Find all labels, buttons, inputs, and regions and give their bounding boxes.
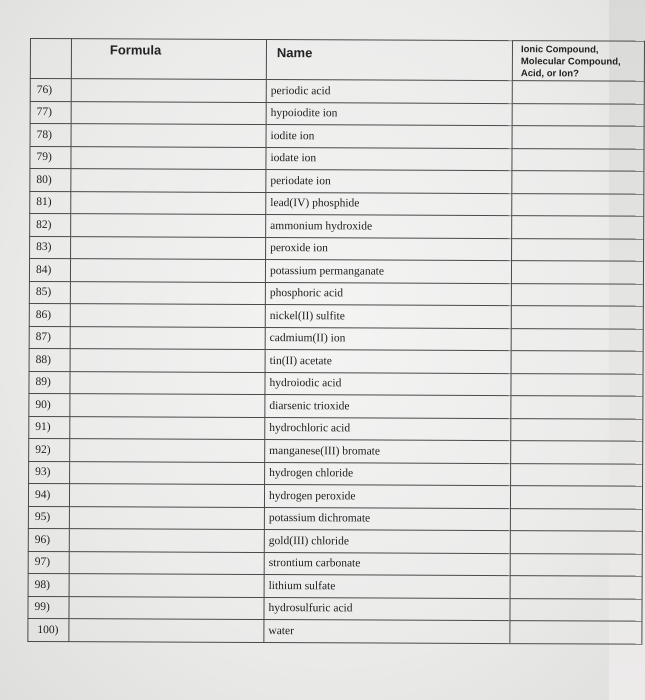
compound-name-cell: potassium permanganate [265, 260, 511, 284]
table-row [30, 79, 644, 104]
type-answer-cell[interactable] [511, 396, 643, 419]
formula-answer-cell[interactable] [69, 484, 264, 507]
compound-name-cell: lead(IV) phosphide [266, 192, 512, 216]
formula-answer-cell[interactable] [69, 551, 264, 574]
compound-name-cell: cadmium(II) ion [265, 327, 511, 351]
type-answer-cell[interactable] [512, 193, 644, 216]
formula-answer-cell[interactable] [69, 619, 264, 642]
question-number: 87) [29, 326, 70, 349]
table-row [29, 371, 643, 396]
type-answer-cell[interactable] [511, 328, 643, 351]
formula-answer-cell[interactable] [71, 214, 266, 237]
question-number: 99) [28, 596, 69, 619]
type-answer-cell[interactable] [511, 261, 643, 284]
compound-name-cell: ammonium hydroxide [266, 215, 512, 239]
question-number: 78) [30, 124, 71, 147]
table-body [28, 79, 644, 644]
formula-answer-cell[interactable] [70, 416, 265, 439]
header-row [30, 39, 644, 82]
type-answer-cell[interactable] [512, 126, 644, 149]
table-row [28, 596, 642, 621]
type-answer-cell[interactable] [510, 486, 642, 509]
formula-answer-cell[interactable] [69, 596, 264, 619]
question-number: 100) [28, 618, 69, 641]
type-answer-cell[interactable] [510, 621, 642, 644]
type-answer-cell[interactable] [512, 238, 644, 261]
question-number: 94) [28, 483, 69, 506]
question-number: 82) [30, 214, 71, 237]
type-answer-cell[interactable] [511, 441, 643, 464]
formula-answer-cell[interactable] [69, 506, 264, 529]
type-answer-cell[interactable] [512, 81, 644, 104]
question-number: 93) [29, 461, 70, 484]
table-row [29, 348, 643, 373]
type-answer-cell[interactable] [511, 373, 643, 396]
question-number: 81) [30, 191, 71, 214]
table-row [29, 326, 643, 351]
type-answer-cell[interactable] [510, 508, 642, 531]
compound-name-cell: water [264, 620, 510, 644]
question-number: 88) [29, 348, 70, 371]
question-number: 95) [28, 506, 69, 529]
type-column-header: Ionic Compound, Molecular Compound, Acid, or Ion? [512, 41, 644, 82]
formula-answer-cell[interactable] [70, 461, 265, 484]
table-row [28, 573, 642, 598]
formula-answer-cell[interactable] [70, 371, 265, 394]
formula-answer-cell[interactable] [71, 101, 266, 124]
question-number: 91) [29, 416, 70, 439]
question-number: 84) [29, 259, 70, 282]
type-answer-cell[interactable] [511, 283, 643, 306]
compound-name-cell: peroxide ion [266, 237, 512, 261]
type-answer-cell[interactable] [512, 171, 644, 194]
table-row [28, 506, 642, 531]
formula-answer-cell[interactable] [71, 169, 266, 192]
table-row [29, 303, 643, 328]
type-answer-cell[interactable] [510, 576, 642, 599]
formula-answer-cell[interactable] [71, 236, 266, 259]
question-number: 98) [28, 573, 69, 596]
compound-name-cell: gold(III) chloride [264, 530, 510, 554]
table-row [28, 618, 642, 643]
table-row [29, 461, 643, 486]
formula-answer-cell[interactable] [71, 146, 266, 169]
name-column-header: Name [266, 40, 512, 81]
question-number: 85) [29, 281, 70, 304]
compound-name-cell: periodate ion [266, 170, 512, 194]
compound-name-cell: hydroiodic acid [265, 372, 511, 396]
type-answer-cell[interactable] [511, 351, 643, 374]
compound-name-cell: iodite ion [266, 125, 512, 149]
table-row [30, 169, 644, 194]
question-number: 92) [29, 438, 70, 461]
table-row [30, 214, 644, 239]
table-row [30, 191, 644, 216]
formula-column-header: Formula [71, 39, 266, 80]
type-answer-cell[interactable] [511, 418, 643, 441]
table-row [30, 236, 644, 261]
question-number: 97) [28, 551, 69, 574]
formula-answer-cell[interactable] [69, 529, 264, 552]
table-row [30, 101, 644, 126]
type-answer-cell[interactable] [512, 148, 644, 171]
compound-name-cell: diarsenic trioxide [265, 395, 511, 419]
compound-name-cell: hydrochloric acid [265, 417, 511, 441]
formula-answer-cell[interactable] [69, 574, 264, 597]
question-number: 96) [28, 528, 69, 551]
formula-answer-cell[interactable] [71, 79, 266, 102]
compound-name-cell: strontium carbonate [264, 552, 510, 576]
formula-answer-cell[interactable] [70, 349, 265, 372]
question-number: 77) [30, 101, 71, 124]
compound-name-cell: iodate ion [266, 147, 512, 171]
table-row [29, 438, 643, 463]
compound-name-cell: hydrosulfuric acid [264, 597, 510, 621]
formula-answer-cell[interactable] [71, 124, 266, 147]
compound-name-cell: hypoiodite ion [266, 102, 512, 126]
nomenclature-table [27, 38, 645, 644]
question-number: 86) [29, 303, 70, 326]
compound-name-cell: manganese(III) bromate [265, 440, 511, 464]
compound-name-cell: lithium sulfate [264, 575, 510, 599]
table-row [30, 146, 644, 171]
table-row [28, 528, 642, 553]
type-answer-cell[interactable] [510, 598, 642, 621]
type-answer-cell[interactable] [510, 553, 642, 576]
question-number: 76) [30, 79, 71, 102]
table-row [29, 281, 643, 306]
table-row [29, 259, 643, 284]
question-number: 79) [30, 146, 71, 169]
formula-answer-cell[interactable] [71, 191, 266, 214]
formula-answer-cell[interactable] [70, 394, 265, 417]
type-answer-cell[interactable] [511, 306, 643, 329]
table-row [29, 393, 643, 418]
compound-name-cell: tin(II) acetate [265, 350, 511, 374]
type-answer-cell[interactable] [511, 463, 643, 486]
compound-name-cell: hydrogen peroxide [264, 485, 510, 509]
formula-answer-cell[interactable] [70, 326, 265, 349]
compound-name-cell: phosphoric acid [265, 282, 511, 306]
question-number: 80) [30, 169, 71, 192]
type-answer-cell[interactable] [512, 216, 644, 239]
table-row [29, 416, 643, 441]
type-answer-cell[interactable] [510, 531, 642, 554]
table-row [30, 124, 644, 149]
table-row [28, 551, 642, 576]
formula-answer-cell[interactable] [70, 304, 265, 327]
number-column-header [30, 39, 71, 79]
formula-answer-cell[interactable] [70, 439, 265, 462]
question-number: 89) [29, 371, 70, 394]
compound-name-cell: potassium dichromate [264, 507, 510, 531]
formula-answer-cell[interactable] [70, 281, 265, 304]
question-number: 90) [29, 393, 70, 416]
compound-name-cell: periodic acid [266, 80, 512, 104]
compound-name-cell: nickel(II) sulfite [265, 305, 511, 329]
table-row [28, 483, 642, 508]
question-number: 83) [30, 236, 71, 259]
type-answer-cell[interactable] [512, 103, 644, 126]
compound-name-cell: hydrogen chloride [265, 462, 511, 486]
formula-answer-cell[interactable] [70, 259, 265, 282]
